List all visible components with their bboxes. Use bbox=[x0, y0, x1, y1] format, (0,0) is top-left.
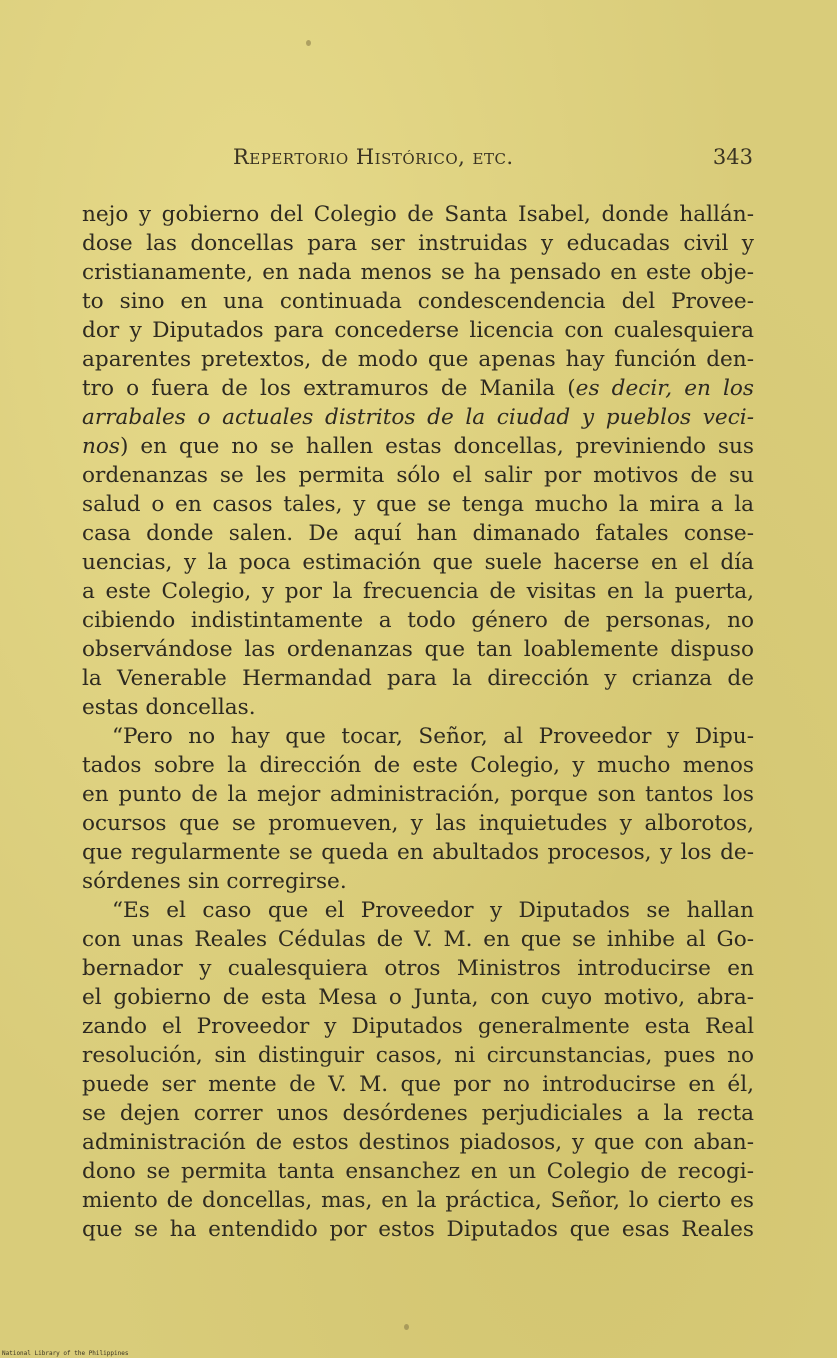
paragraph-1 bbox=[82, 200, 754, 722]
text-line: dor y Diputados para concederse licencia con cualesquiera bbox=[82, 318, 754, 343]
paragraph-3 bbox=[82, 896, 754, 1244]
text-line: casa donde salen. De aquí han dimanado fatales conse- bbox=[82, 521, 754, 546]
text-fragment: tro o fuera de los extramuros de Manila ( bbox=[82, 376, 576, 401]
text-line: el gobierno de esta Mesa o Junta, con cuyo motivo, abra- bbox=[82, 985, 754, 1010]
text-line: nejo y gobierno del Colegio de Santa Isabel, donde hallán- bbox=[82, 202, 754, 227]
italic-fragment: es decir, en los bbox=[575, 376, 754, 401]
text-line: estas doncellas. bbox=[82, 695, 256, 720]
text-line: miento de doncellas, mas, en la práctica, Señor, lo cierto es bbox=[82, 1188, 754, 1213]
paper-speck bbox=[404, 1324, 409, 1330]
text-line: uencias, y la poca estimación que suele hacerse en el día bbox=[82, 550, 754, 575]
text-line: dono se permita tanta ensanchez en un Colegio de recogi- bbox=[82, 1159, 754, 1184]
library-stamp: National Library of the Philippines bbox=[2, 1350, 129, 1357]
text-line bbox=[82, 403, 754, 432]
text-line: ordenanzas se les permita sólo el salir por motivos de su bbox=[82, 463, 754, 488]
paragraph-2 bbox=[82, 722, 754, 896]
text-line: la Venerable Hermandad para la dirección y crianza de bbox=[82, 666, 754, 691]
text-line: tados sobre la dirección de este Colegio, y mucho menos bbox=[82, 753, 754, 778]
text-line: cibiendo indistintamente a todo género de personas, no bbox=[82, 608, 754, 633]
text-line: salud o en casos tales, y que se tenga mucho la mira a la bbox=[82, 492, 754, 517]
text-line: ocursos que se promueven, y las inquietudes y alborotos, bbox=[82, 811, 754, 836]
text-line: puede ser mente de V. M. que por no introducirse en él, bbox=[82, 1072, 754, 1097]
page-number: 343 bbox=[712, 145, 753, 169]
text-line: sórdenes sin corregirse. bbox=[82, 869, 347, 894]
text-line bbox=[82, 374, 754, 403]
text-line: “Pero no hay que tocar, Señor, al Proveedor y Dipu- bbox=[112, 724, 754, 749]
italic-fragment: nos bbox=[82, 434, 120, 459]
text-line: que regularmente se queda en abultados procesos, y los de- bbox=[82, 840, 754, 865]
text-line: “Es el caso que el Proveedor y Diputados se hallan bbox=[112, 898, 754, 923]
text-line: se dejen correr unos desórdenes perjudiciales a la recta bbox=[82, 1101, 754, 1126]
text-line: en punto de la mejor administración, porque son tantos los bbox=[82, 782, 754, 807]
paper-speck bbox=[306, 40, 311, 46]
text-line: administración de estos destinos piadosos, y que con aban- bbox=[82, 1130, 754, 1155]
text-line: bernador y cualesquiera otros Ministros introducirse en bbox=[82, 956, 754, 981]
text-line: cristianamente, en nada menos se ha pensado en este obje- bbox=[82, 260, 754, 285]
text-line: resolución, sin distinguir casos, ni circunstancias, pues no bbox=[82, 1043, 754, 1068]
italic-fragment: arrabales o actuales distritos de la ciudad y pueblos veci- bbox=[82, 405, 754, 430]
text-line: observándose las ordenanzas que tan loablemente dispuso bbox=[82, 637, 754, 662]
text-line bbox=[82, 432, 754, 461]
text-line: dose las doncellas para ser instruidas y educadas civil y bbox=[82, 231, 754, 256]
text-line: a este Colegio, y por la frecuencia de visitas en la puerta, bbox=[82, 579, 754, 604]
text-line: que se ha entendido por estos Diputados que esas Reales bbox=[82, 1217, 754, 1242]
text-line: aparentes pretextos, de modo que apenas hay función den- bbox=[82, 347, 754, 372]
text-line: con unas Reales Cédulas de V. M. en que se inhibe al Go- bbox=[82, 927, 754, 952]
body-text bbox=[82, 200, 754, 1244]
running-title: Repertorio Histórico, etc. bbox=[233, 145, 514, 169]
text-fragment: ) en que no se hallen estas doncellas, previniendo sus bbox=[120, 434, 754, 459]
text-line: zando el Proveedor y Diputados generalmente esta Real bbox=[82, 1014, 754, 1039]
running-header bbox=[233, 145, 753, 169]
text-line: to sino en una continuada condescendencia del Provee- bbox=[82, 289, 754, 314]
